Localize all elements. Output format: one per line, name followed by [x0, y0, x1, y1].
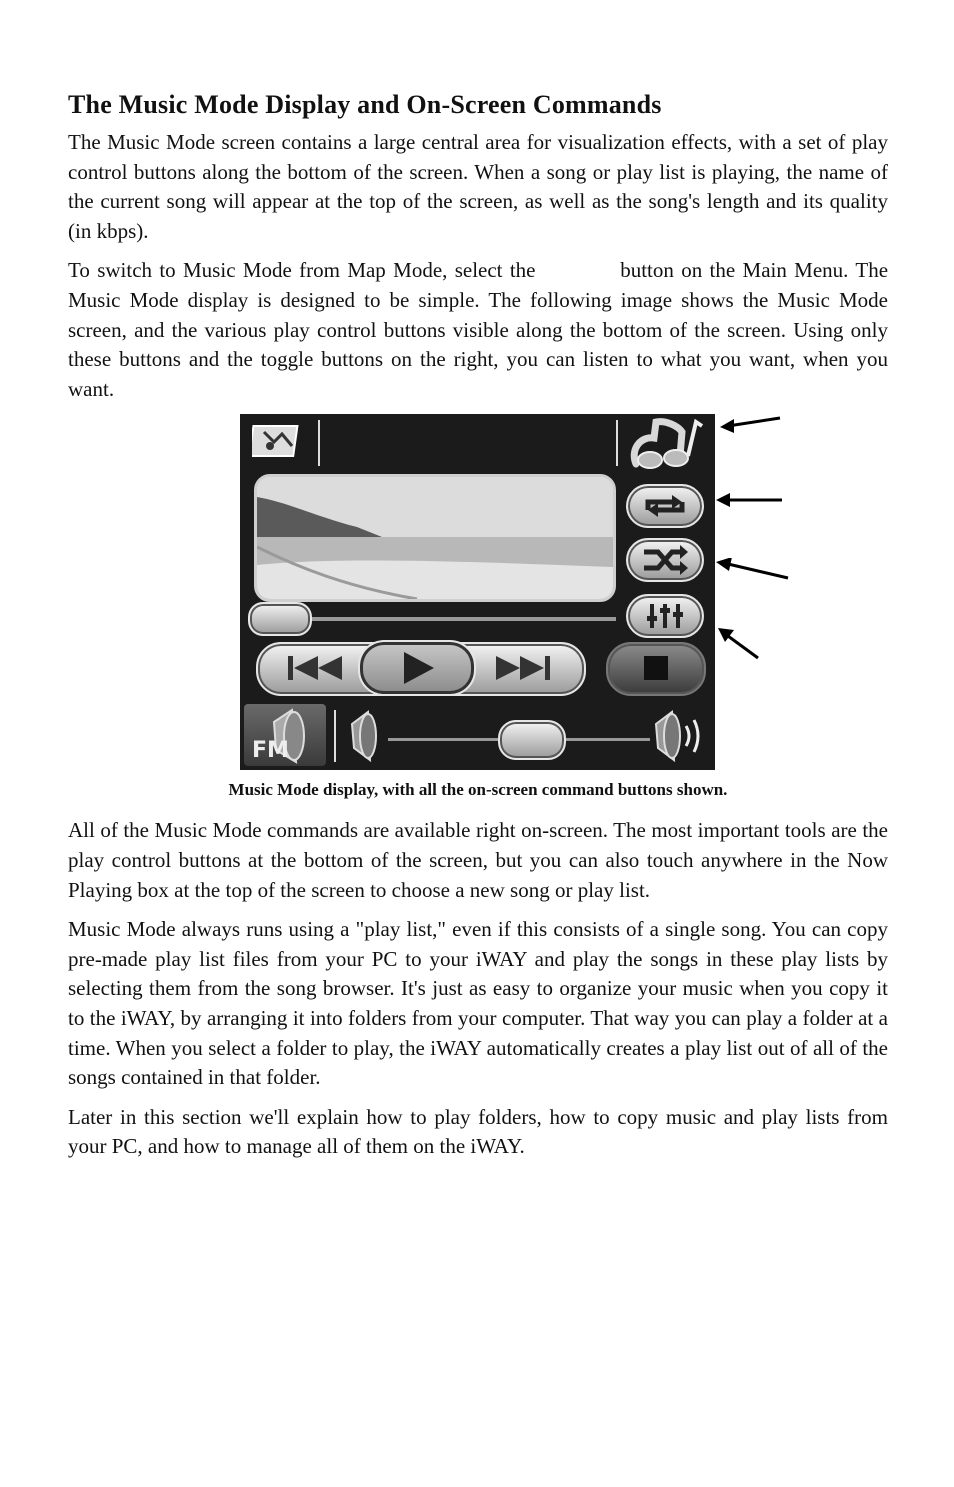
figure-caption: Music Mode display, with all the on-screen command buttons shown.: [228, 780, 728, 800]
paragraph-switch-before: To switch to Music Mode from Map Mode, select the: [68, 258, 536, 283]
fm-label: FM: [252, 738, 289, 764]
volume-high-icon: [650, 706, 710, 766]
page: [68, 88, 888, 1172]
volume-low-icon: [346, 706, 382, 766]
visualization-area[interactable]: [254, 474, 616, 602]
music-notes-icon[interactable]: [626, 416, 706, 470]
paragraph-playlist: Music Mode always runs using a "play list," even if this consists of a single song. You can copy pre-made play list files from your PC to your iWAY and play the songs in these play lists by selecting them from the song browser. It's just as easy to organize your music when you copy it to the iWAY, by arranging it into folders from your computer. That way you can play a folder at a time. When you select a folder to play, the iWAY automatically creates a play list out of all of the songs contained in that folder.: [68, 917, 888, 1090]
equalizer-icon: [628, 596, 702, 636]
progress-handle[interactable]: [248, 602, 312, 636]
map-icon[interactable]: [252, 422, 304, 462]
shuffle-button[interactable]: [626, 538, 704, 582]
paragraph-switch: [68, 256, 888, 404]
next-icon: [492, 648, 554, 688]
equalizer-button[interactable]: [626, 594, 704, 638]
shuffle-icon: [628, 540, 702, 580]
previous-button[interactable]: [284, 648, 346, 688]
stop-icon: [608, 644, 704, 694]
page-title: The Music Mode Display and On-Screen Commands: [68, 90, 662, 119]
volume-handle[interactable]: [498, 720, 566, 760]
bottom-divider: [334, 710, 336, 762]
callout-arrow-shuffle: [714, 558, 790, 582]
repeat-button[interactable]: [626, 484, 704, 528]
now-playing-divider-right: [616, 420, 618, 466]
figure: [68, 414, 888, 770]
now-playing-divider-left: [318, 420, 320, 466]
paragraph-switch-after: button on the Main Menu. The Music Mode display is designed to be simple. The following image shows the Music Mode screen, and the various play control buttons visible along the bottom of the screen. Using only these buttons and the toggle buttons on the right, you can listen to what you want, when you want.: [68, 258, 889, 401]
callout-arrow-music: [718, 414, 788, 434]
previous-icon: [284, 648, 346, 688]
fm-speaker-button[interactable]: [244, 704, 326, 766]
play-button[interactable]: [358, 640, 476, 696]
repeat-icon: [628, 486, 702, 526]
callout-arrow-repeat: [714, 492, 784, 508]
next-button[interactable]: [492, 648, 554, 688]
paragraph-commands: All of the Music Mode commands are available right on-screen. The most important tools are the play control buttons at the bottom of the screen, but you can also touch anywhere in the Now Playing box at the top of the screen to choose a new song or play list.: [68, 818, 888, 902]
callout-arrow-equalizer: [716, 626, 762, 662]
now-playing-box[interactable]: [322, 418, 612, 468]
stop-button[interactable]: [606, 642, 706, 696]
paragraph-intro: The Music Mode screen contains a large central area for visualization effects, with a set of play control buttons along the bottom of the screen. When a song or play list is playing, the name of the current song will appear at the top of the screen, as well as the song's length and its quality (in kbps).: [68, 130, 888, 243]
play-icon: [360, 642, 474, 694]
paragraph-later: Later in this section we'll explain how to play folders, how to copy music and play lists from your PC, and how to manage all of them on the iWAY.: [68, 1104, 888, 1159]
music-mode-screen: [240, 414, 715, 770]
